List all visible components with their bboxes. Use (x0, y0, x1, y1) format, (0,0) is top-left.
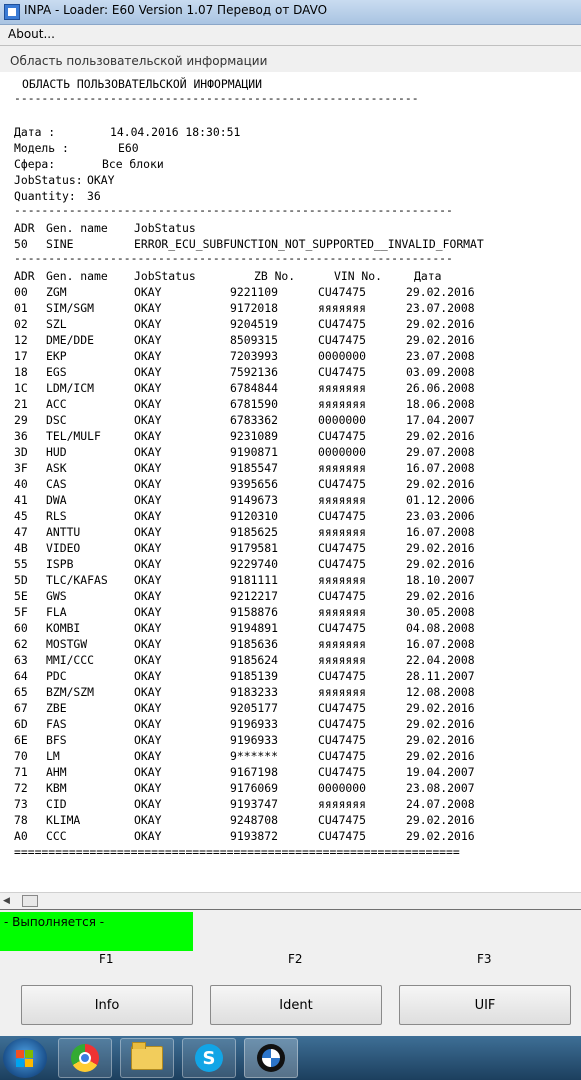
cell-adr: 41 (14, 493, 28, 507)
cell-name: FLA (46, 605, 67, 619)
col-date: Дата (414, 269, 442, 283)
cell-status: OKAY (134, 573, 162, 587)
taskbar-skype[interactable] (182, 1038, 236, 1078)
cell-status: OKAY (134, 413, 162, 427)
cell-vin: яяяяяяя (318, 573, 367, 587)
cell-status: OKAY (134, 813, 162, 827)
cell-zb: 9205177 (230, 701, 279, 715)
cell-zb: 9176069 (230, 781, 279, 795)
cell-vin: CU47475 (318, 365, 367, 379)
cell-status: OKAY (134, 317, 162, 331)
cell-adr: 18 (14, 365, 28, 379)
cell-status: OKAY (134, 285, 162, 299)
taskbar-inpa[interactable] (244, 1038, 298, 1078)
cell-name: EGS (46, 365, 67, 379)
ident-button[interactable]: Ident (210, 985, 382, 1025)
cell-status: OKAY (134, 717, 162, 731)
cell-zb: 9231089 (230, 429, 279, 443)
cell-adr: 71 (14, 765, 28, 779)
chrome-icon (71, 1044, 99, 1072)
cell-name: ZBE (46, 701, 67, 715)
cell-date: 18.06.2008 (406, 397, 475, 411)
cell-name: SZL (46, 317, 67, 331)
cell-vin: яяяяяяя (318, 685, 367, 699)
cell-adr: 60 (14, 621, 28, 635)
fkey-label-f2: F2 (288, 952, 303, 966)
cell-adr: 21 (14, 397, 28, 411)
cell-adr: 4B (14, 541, 28, 555)
cell-date: 18.10.2007 (406, 573, 475, 587)
cell-date: 01.12.2006 (406, 493, 475, 507)
cell-zb: 9185547 (230, 461, 279, 475)
cell-zb: 9221109 (230, 285, 279, 299)
cell-name: LM (46, 749, 60, 763)
cell-status: OKAY (134, 493, 162, 507)
windows-start-icon[interactable] (3, 1038, 47, 1078)
cell-vin: CU47475 (318, 285, 367, 299)
cell-adr: 36 (14, 429, 28, 443)
cell-adr: 45 (14, 509, 28, 523)
cell-vin: 0000000 (318, 445, 367, 459)
window-title: INPA - Loader: E60 Version 1.07 Перевод от DAVO (24, 3, 328, 17)
info-value: E60 (118, 141, 139, 155)
cell-adr: 01 (14, 301, 28, 315)
info-button[interactable]: Info (21, 985, 193, 1025)
info-value: OKAY (87, 173, 115, 187)
cell-vin: CU47475 (318, 333, 367, 347)
cell-vin: CU47475 (318, 541, 367, 555)
cell-date: 29.02.2016 (406, 541, 475, 555)
cell-date: 04.08.2008 (406, 621, 475, 635)
report-area (0, 72, 581, 892)
cell-adr: 47 (14, 525, 28, 539)
cell-zb: 9395656 (230, 477, 279, 491)
cell-adr: 72 (14, 781, 28, 795)
cell-vin: яяяяяяя (318, 797, 367, 811)
separator: ---------------------------------------------------------------- (14, 251, 453, 265)
cell-status: OKAY (134, 333, 162, 347)
cell-date: 12.08.2008 (406, 685, 475, 699)
window-titlebar (0, 0, 581, 25)
cell-zb: 9185139 (230, 669, 279, 683)
status-text: - Выполняется - (4, 915, 105, 929)
cell-vin: CU47475 (318, 749, 367, 763)
cell-vin: CU47475 (318, 669, 367, 683)
cell-zb: 9185636 (230, 637, 279, 651)
cell-status: OKAY (134, 765, 162, 779)
cell-adr: 62 (14, 637, 28, 651)
cell-status: OKAY (134, 301, 162, 315)
folder-icon (131, 1046, 163, 1070)
cell-status: OKAY (134, 429, 162, 443)
cell-adr: 6D (14, 717, 28, 731)
cell-vin: CU47475 (318, 717, 367, 731)
col-adr: ADR (14, 269, 35, 283)
cell-status: OKAY (134, 509, 162, 523)
uif-button[interactable]: UIF (399, 985, 571, 1025)
cell-vin: яяяяяяя (318, 461, 367, 475)
panel-header (0, 49, 581, 73)
cell-date: 19.04.2007 (406, 765, 475, 779)
info-label: Сфера: (14, 157, 56, 171)
error-col-status: JobStatus (134, 221, 196, 235)
menu-bar (0, 25, 581, 46)
cell-vin: CU47475 (318, 701, 367, 715)
cell-date: 29.02.2016 (406, 813, 475, 827)
status-indicator (0, 912, 193, 951)
cell-zb: 9196933 (230, 717, 279, 731)
cell-status: OKAY (134, 637, 162, 651)
cell-status: OKAY (134, 701, 162, 715)
cell-status: OKAY (134, 749, 162, 763)
cell-zb: 9212217 (230, 589, 279, 603)
taskbar-explorer[interactable] (120, 1038, 174, 1078)
cell-name: AHM (46, 765, 67, 779)
cell-status: OKAY (134, 381, 162, 395)
cell-adr: 02 (14, 317, 28, 331)
cell-date: 29.02.2016 (406, 557, 475, 571)
cell-name: KBM (46, 781, 67, 795)
cell-vin: CU47475 (318, 829, 367, 843)
cell-zb: 9181111 (230, 573, 279, 587)
cell-adr: 73 (14, 797, 28, 811)
cell-zb: 9172018 (230, 301, 279, 315)
cell-vin: CU47475 (318, 765, 367, 779)
cell-vin: яяяяяяя (318, 381, 367, 395)
cell-adr: 00 (14, 285, 28, 299)
cell-name: TLC/KAFAS (46, 573, 108, 587)
report-heading: ОБЛАСТЬ ПОЛЬЗОВАТЕЛЬСКОЙ ИНФОРМАЦИИ (22, 77, 263, 91)
cell-adr: 67 (14, 701, 28, 715)
cell-name: ZGM (46, 285, 67, 299)
fkey-label-f1: F1 (99, 952, 114, 966)
cell-date: 24.07.2008 (406, 797, 475, 811)
cell-zb: 9167198 (230, 765, 279, 779)
scrollbar-thumb[interactable] (22, 895, 38, 907)
cell-status: OKAY (134, 621, 162, 635)
cell-name: HUD (46, 445, 67, 459)
cell-zb: 9248708 (230, 813, 279, 827)
cell-date: 29.02.2016 (406, 589, 475, 603)
cell-name: CAS (46, 477, 67, 491)
cell-vin: яяяяяяя (318, 301, 367, 315)
cell-status: OKAY (134, 525, 162, 539)
info-value: Все блоки (102, 157, 164, 171)
cell-date: 26.06.2008 (406, 381, 475, 395)
taskbar-chrome[interactable] (58, 1038, 112, 1078)
cell-name: CID (46, 797, 67, 811)
cell-name: KOMBI (46, 621, 81, 635)
cell-zb: 9149673 (230, 493, 279, 507)
cell-adr: A0 (14, 829, 28, 843)
cell-zb: 6783362 (230, 413, 279, 427)
cell-vin: CU47475 (318, 621, 367, 635)
cell-vin: 0000000 (318, 349, 367, 363)
cell-zb: 9185625 (230, 525, 279, 539)
error-col-name: Gen. name (46, 221, 108, 235)
cell-status: OKAY (134, 589, 162, 603)
info-value: 36 (87, 189, 101, 203)
cell-name: DME/DDE (46, 333, 95, 347)
cell-date: 23.07.2008 (406, 349, 475, 363)
cell-vin: CU47475 (318, 509, 367, 523)
cell-zb: 6784844 (230, 381, 279, 395)
cell-name: EKP (46, 349, 67, 363)
cell-adr: 3F (14, 461, 28, 475)
cell-status: OKAY (134, 797, 162, 811)
cell-vin: CU47475 (318, 317, 367, 331)
cell-adr: 5E (14, 589, 28, 603)
cell-status: OKAY (134, 685, 162, 699)
cell-status: OKAY (134, 605, 162, 619)
cell-status: OKAY (134, 829, 162, 843)
cell-status: OKAY (134, 541, 162, 555)
cell-zb: 6781590 (230, 397, 279, 411)
cell-zb: 7592136 (230, 365, 279, 379)
cell-status: OKAY (134, 365, 162, 379)
cell-date: 22.04.2008 (406, 653, 475, 667)
cell-zb: 9194891 (230, 621, 279, 635)
cell-date: 29.02.2016 (406, 317, 475, 331)
cell-vin: яяяяяяя (318, 653, 367, 667)
cell-date: 29.02.2016 (406, 429, 475, 443)
cell-adr: 3D (14, 445, 28, 459)
cell-vin: CU47475 (318, 429, 367, 443)
cell-date: 29.02.2016 (406, 733, 475, 747)
cell-zb: 9183233 (230, 685, 279, 699)
cell-adr: 17 (14, 349, 28, 363)
cell-zb: 9120310 (230, 509, 279, 523)
cell-name: VIDEO (46, 541, 81, 555)
cell-date: 16.07.2008 (406, 637, 475, 651)
cell-name: ISPB (46, 557, 74, 571)
cell-adr: 65 (14, 685, 28, 699)
cell-name: DWA (46, 493, 67, 507)
cell-adr: 29 (14, 413, 28, 427)
cell-vin: 0000000 (318, 781, 367, 795)
cell-adr: 78 (14, 813, 28, 827)
cell-name: MMI/CCC (46, 653, 95, 667)
cell-status: OKAY (134, 397, 162, 411)
skype-icon: S (195, 1044, 223, 1072)
cell-status: OKAY (134, 477, 162, 491)
cell-adr: 5F (14, 605, 28, 619)
cell-date: 29.02.2016 (406, 829, 475, 843)
cell-zb: 9204519 (230, 317, 279, 331)
cell-adr: 40 (14, 477, 28, 491)
info-label: Quantity: (14, 189, 76, 203)
error-row-adr: 50 (14, 237, 28, 251)
cell-date: 29.02.2016 (406, 701, 475, 715)
cell-date: 28.11.2007 (406, 669, 475, 683)
cell-zb: 9179581 (230, 541, 279, 555)
cell-zb: 9229740 (230, 557, 279, 571)
cell-adr: 70 (14, 749, 28, 763)
error-row-name: SINE (46, 237, 74, 251)
menu-about[interactable]: About... (8, 27, 55, 41)
cell-name: TEL/MULF (46, 429, 101, 443)
cell-adr: 12 (14, 333, 28, 347)
cell-vin: CU47475 (318, 589, 367, 603)
cell-vin: CU47475 (318, 557, 367, 571)
fkey-label-f3: F3 (477, 952, 492, 966)
cell-status: OKAY (134, 445, 162, 459)
cell-adr: 1C (14, 381, 28, 395)
cell-zb: 9158876 (230, 605, 279, 619)
cell-vin: яяяяяяя (318, 605, 367, 619)
cell-name: BFS (46, 733, 67, 747)
cell-date: 16.07.2008 (406, 461, 475, 475)
separator: ----------------------------------------------------------- (14, 91, 419, 105)
cell-date: 29.07.2008 (406, 445, 475, 459)
cell-name: FAS (46, 717, 67, 731)
cell-zb: 8509315 (230, 333, 279, 347)
cell-name: ACC (46, 397, 67, 411)
cell-name: GWS (46, 589, 67, 603)
cell-date: 30.05.2008 (406, 605, 475, 619)
cell-status: OKAY (134, 669, 162, 683)
cell-zb: 9193747 (230, 797, 279, 811)
cell-zb: 9196933 (230, 733, 279, 747)
cell-name: RLS (46, 509, 67, 523)
cell-zb: 9185624 (230, 653, 279, 667)
cell-name: SIM/SGM (46, 301, 95, 315)
cell-name: LDM/ICM (46, 381, 95, 395)
error-row-status: ERROR_ECU_SUBFUNCTION_NOT_SUPPORTED__INVALID_FORMAT (134, 237, 484, 251)
cell-date: 29.02.2016 (406, 285, 475, 299)
bmw-icon (257, 1044, 285, 1072)
cell-date: 23.03.2006 (406, 509, 475, 523)
cell-vin: яяяяяяя (318, 397, 367, 411)
cell-date: 29.02.2016 (406, 333, 475, 347)
cell-name: KLIMA (46, 813, 81, 827)
horizontal-scrollbar[interactable] (0, 892, 581, 910)
cell-vin: яяяяяяя (318, 493, 367, 507)
panel-title: Область пользовательской информации (10, 54, 268, 68)
cell-vin: 0000000 (318, 413, 367, 427)
cell-vin: CU47475 (318, 733, 367, 747)
cell-status: OKAY (134, 349, 162, 363)
cell-name: MOSTGW (46, 637, 88, 651)
cell-status: OKAY (134, 781, 162, 795)
cell-date: 23.08.2007 (406, 781, 475, 795)
cell-name: ASK (46, 461, 67, 475)
cell-name: BZM/SZM (46, 685, 95, 699)
error-col-adr: ADR (14, 221, 35, 235)
cell-status: OKAY (134, 733, 162, 747)
separator: ---------------------------------------------------------------- (14, 203, 453, 217)
cell-vin: CU47475 (318, 477, 367, 491)
cell-adr: 64 (14, 669, 28, 683)
cell-vin: яяяяяяя (318, 637, 367, 651)
cell-date: 29.02.2016 (406, 749, 475, 763)
cell-name: DSC (46, 413, 67, 427)
cell-name: ANTTU (46, 525, 81, 539)
info-label: Дата : (14, 125, 56, 139)
cell-date: 23.07.2008 (406, 301, 475, 315)
cell-date: 29.02.2016 (406, 717, 475, 731)
info-label: Модель : (14, 141, 69, 155)
cell-zb: 9193872 (230, 829, 279, 843)
taskbar (0, 1036, 581, 1080)
cell-adr: 5D (14, 573, 28, 587)
cell-date: 17.04.2007 (406, 413, 475, 427)
col-name: Gen. name (46, 269, 108, 283)
app-icon (4, 4, 20, 20)
cell-adr: 55 (14, 557, 28, 571)
cell-adr: 6E (14, 733, 28, 747)
cell-date: 29.02.2016 (406, 477, 475, 491)
cell-vin: CU47475 (318, 813, 367, 827)
info-label: JobStatus: (14, 173, 83, 187)
separator-bottom: ================================================================= (14, 845, 460, 859)
cell-date: 16.07.2008 (406, 525, 475, 539)
cell-status: OKAY (134, 461, 162, 475)
col-vin: VIN No. (334, 269, 383, 283)
cell-zb: 9****** (230, 749, 279, 763)
cell-zb: 9190871 (230, 445, 279, 459)
cell-zb: 7203993 (230, 349, 279, 363)
col-status: JobStatus (134, 269, 196, 283)
cell-status: OKAY (134, 557, 162, 571)
cell-name: PDC (46, 669, 67, 683)
cell-vin: яяяяяяя (318, 525, 367, 539)
info-value: 14.04.2016 18:30:51 (110, 125, 241, 139)
cell-adr: 63 (14, 653, 28, 667)
cell-name: CCC (46, 829, 67, 843)
scroll-left-icon[interactable]: ◀ (3, 896, 10, 906)
cell-status: OKAY (134, 653, 162, 667)
cell-date: 03.09.2008 (406, 365, 475, 379)
col-zb: ZB No. (254, 269, 296, 283)
